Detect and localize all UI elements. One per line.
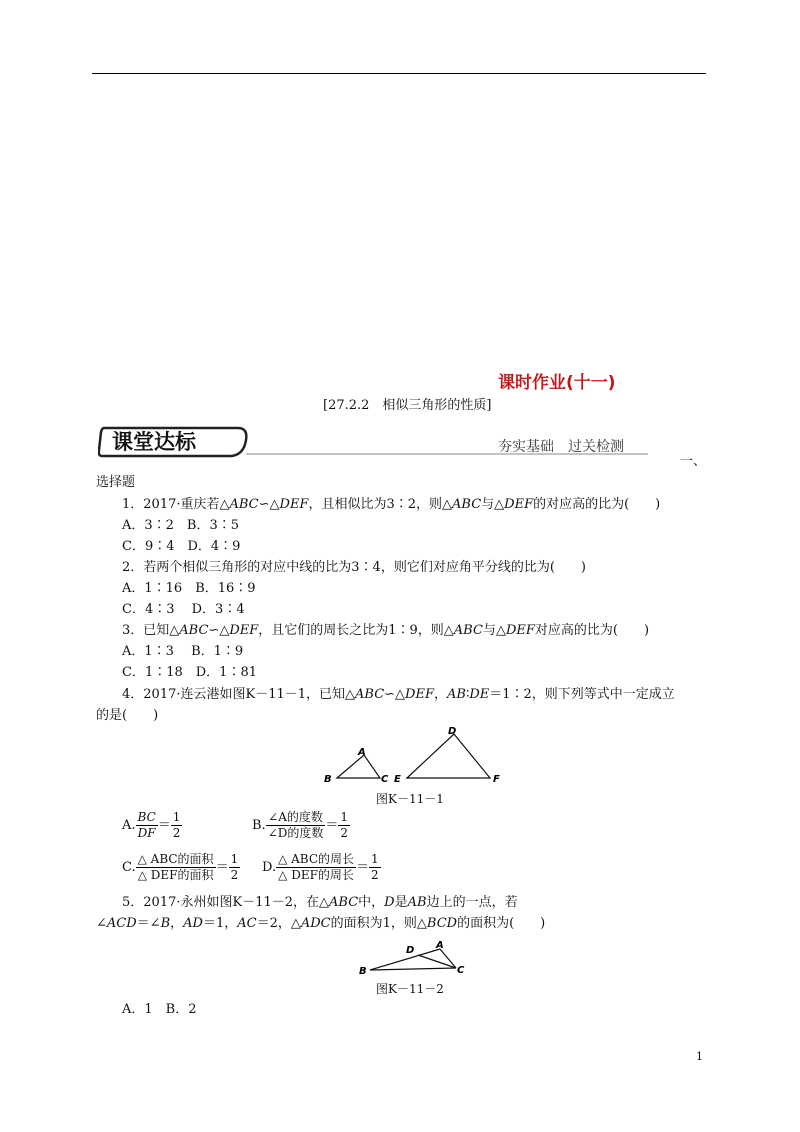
header-rule bbox=[92, 73, 706, 74]
question-3: 3．已知△ABC∽△DEF，且它们的周长之比为1∶9，则△ABC与△DEF对应高的比为( ) bbox=[122, 623, 650, 638]
q4-option-d: D. $\frac{\text{△ ABC的周长}}{\text{△ DEF的周长}}$ ＝ $\frac{1}{2}$ bbox=[262, 852, 379, 882]
page-title: 课时作业(十一) bbox=[498, 373, 616, 393]
label-e: E bbox=[394, 774, 401, 784]
q1-options-ab: A．3∶2 B．3∶5 bbox=[122, 518, 240, 533]
question-1: 1．2017·重庆若△ABC∽△DEF，且相似比为3∶2，则△ABC与△DEF的对应高的比为( ) bbox=[122, 497, 661, 512]
label-d: D bbox=[448, 726, 457, 737]
q5-options-ab: A．1 B．2 bbox=[122, 1002, 197, 1017]
q3-options-ab: A．1∶3 B．1∶9 bbox=[122, 644, 244, 659]
label-c: C bbox=[457, 965, 465, 976]
question-5: 5．2017·永州如图K－11－2，在△ABC中，D是AB边上的一点，若 bbox=[122, 895, 518, 910]
label-a: A bbox=[358, 747, 366, 758]
banner-title: 课堂达标 bbox=[112, 430, 196, 454]
q4-line2: 的是( ) bbox=[96, 708, 159, 723]
label-a: A bbox=[436, 940, 444, 951]
section-lead: 一、 bbox=[680, 454, 707, 469]
segment-bc bbox=[370, 968, 456, 970]
banner-subtitle: 夯实基础 过关检测 bbox=[498, 439, 624, 455]
q4-option-c: C. $\frac{\text{△ ABC的面积}}{\text{△ DEF的面积}}$ ＝ $\frac{1}{2}$ bbox=[122, 852, 239, 882]
q1-options-cd: C．9∶4 D．4∶9 bbox=[122, 539, 241, 554]
label-b: B bbox=[359, 966, 367, 977]
q3-options-cd: C．1∶18 D．1∶81 bbox=[122, 665, 257, 680]
section-label: 选择题 bbox=[96, 475, 136, 490]
q2-options-cd: C．4∶3 D．3∶4 bbox=[122, 602, 245, 617]
figure-caption-1: 图K－11－1 bbox=[376, 792, 444, 806]
q2-options-ab: A．1∶16 B．16∶9 bbox=[122, 581, 256, 596]
label-d: D bbox=[406, 945, 415, 956]
q4-option-b: B. $\frac{\text{∠A的度数}}{\text{∠D的度数}}$ ＝ $\frac{1}{2}$ bbox=[252, 810, 349, 840]
figure-k-11-2 bbox=[356, 938, 476, 978]
question-2: 2．若两个相似三角形的对应中线的比为3∶4，则它们对应角平分线的比为( ) bbox=[122, 560, 586, 575]
triangle-def bbox=[407, 734, 490, 778]
figure-k-11-1 bbox=[320, 722, 510, 784]
q5-line2: ∠ACD＝∠B，AD＝1，AC＝2，△ADC的面积为1，则△BCD的面积为( ) bbox=[96, 916, 546, 931]
triangle-abc bbox=[337, 755, 380, 778]
q4-option-a: A. $\frac{BC}{DF}$ ＝ $\frac{1}{2}$ bbox=[122, 810, 181, 840]
page-subtitle: [27.2.2 相似三角形的性质] bbox=[323, 398, 492, 413]
label-b: B bbox=[324, 774, 332, 784]
question-4: 4．2017·连云港如图K－11－1，已知△ABC∽△DEF，AB∶DE＝1∶2，则下列等式中一定成立 bbox=[122, 687, 675, 702]
label-f: F bbox=[493, 774, 500, 784]
label-c: C bbox=[381, 774, 389, 784]
figure-caption-2: 图K－11－2 bbox=[376, 982, 444, 996]
page-number: 1 bbox=[696, 1050, 703, 1063]
